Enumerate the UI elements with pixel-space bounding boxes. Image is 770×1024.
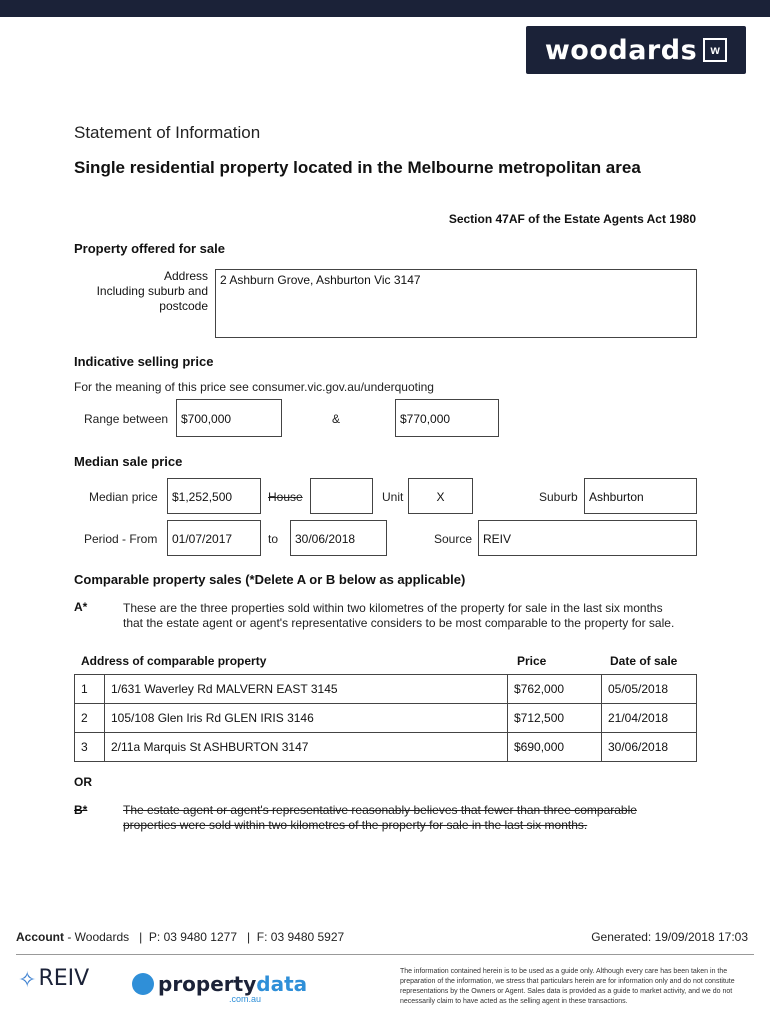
median-price-label: Median price (89, 490, 158, 504)
account-label: Account (16, 930, 64, 944)
col-date-header: Date of sale (610, 654, 678, 668)
period-to-label: to (268, 532, 279, 546)
disclaimer-text: The information contained herein is to be used as a guide only. Although every care has been taken in the preparation of the information, we stress that particulars herein are for information only and do not constitute representations by the Owners or Agent. Sales data is provided as a guide to market activity, and we do not necessarily claim to have acted as the selling agent in these transactions. (400, 968, 735, 1005)
footer-divider (16, 954, 754, 955)
source-field[interactable]: REIV (478, 520, 697, 556)
top-banner (0, 0, 770, 17)
indicative-heading: Indicative selling price (74, 354, 214, 369)
row-price: $762,000 (508, 675, 602, 704)
row-date: 05/05/2018 (602, 675, 697, 704)
reiv-logo-text: REIV (38, 966, 90, 991)
generated-timestamp: Generated: 19/09/2018 17:03 (591, 930, 748, 944)
period-from-field[interactable]: 01/07/2017 (167, 520, 261, 556)
col-price-header: Price (517, 654, 547, 668)
table-row (75, 675, 697, 704)
suburb-label: Suburb (539, 490, 578, 504)
comparable-heading: Comparable property sales (*Delete A or B below as applicable) (74, 572, 466, 587)
median-price-field[interactable]: $1,252,500 (167, 478, 261, 514)
price-low-field[interactable]: $700,000 (176, 399, 282, 437)
indicative-note: For the meaning of this price see consumer.vic.gov.au/underquoting (74, 380, 434, 394)
comparable-sales-table (74, 674, 697, 762)
address-label (70, 269, 208, 314)
house-label: House (268, 490, 303, 504)
price-high-field[interactable]: $770,000 (395, 399, 499, 437)
reiv-logo (18, 966, 89, 991)
option-b-text: The estate agent or agent's representative reasonably believes that fewer than three comparable properties were sold within two kilometres of the property for sale in the last six months. (123, 803, 637, 832)
source-label: Source (434, 532, 473, 546)
range-and-label: & (332, 412, 341, 426)
row-number: 1 (75, 675, 105, 704)
row-price: $712,500 (508, 704, 602, 733)
address-label-line: postcode (159, 299, 208, 313)
page-title: Single residential property located in the Melbourne metropolitan area (74, 158, 641, 177)
propertydata-logo (132, 972, 308, 1004)
property-heading: Property offered for sale (74, 241, 225, 256)
logo-mark-icon: w (703, 38, 727, 62)
address-label-line: Including suburb and (96, 284, 208, 298)
address-label-line: Address (163, 269, 208, 283)
row-price: $690,000 (508, 733, 602, 762)
row-number: 3 (75, 733, 105, 762)
row-address: 105/108 Glen Iris Rd GLEN IRIS 3146 (105, 704, 508, 733)
row-address: 2/11a Marquis St ASHBURTON 3147 (105, 733, 508, 762)
range-label: Range between (84, 412, 169, 426)
row-date: 21/04/2018 (602, 704, 697, 733)
reiv-star-icon: ✧ (18, 967, 37, 992)
option-a-text: These are the three properties sold within two kilometres of the property for sale in the last six months that the estate agent or agent's representative considers to be most comparable to the property for sale. (123, 601, 675, 630)
option-a-label: A* (74, 600, 88, 614)
statement-heading: Statement of Information (74, 123, 261, 142)
propertydata-mark-icon (132, 973, 154, 995)
period-label: Period - From (84, 532, 158, 546)
option-b-label: B* (74, 803, 88, 817)
propertydata-logo-text (158, 972, 307, 996)
unit-label: Unit (382, 490, 404, 504)
section-reference: Section 47AF of the Estate Agents Act 1980 (448, 212, 696, 226)
pd-logo-main: property (158, 972, 257, 996)
unit-field[interactable]: X (408, 478, 473, 514)
period-to-field[interactable]: 30/06/2018 (290, 520, 387, 556)
account-details: - Woodards | P: 03 9480 1277 | F: 03 9480 5927 (64, 930, 345, 944)
pd-logo-sub: .com.au (229, 994, 262, 1004)
suburb-field[interactable]: Ashburton (584, 478, 697, 514)
house-field[interactable] (310, 478, 373, 514)
pd-logo-accent: data (256, 972, 308, 996)
table-row (75, 704, 697, 733)
table-row (75, 733, 697, 762)
col-address-header: Address of comparable property (81, 654, 267, 668)
logo-text: woodards (544, 34, 698, 66)
or-label: OR (74, 775, 92, 789)
row-number: 2 (75, 704, 105, 733)
woodards-logo (526, 26, 746, 74)
address-field[interactable]: 2 Ashburn Grove, Ashburton Vic 3147 (215, 269, 697, 338)
median-heading: Median sale price (74, 454, 183, 469)
footer-account (16, 930, 344, 944)
row-date: 30/06/2018 (602, 733, 697, 762)
row-address: 1/631 Waverley Rd MALVERN EAST 3145 (105, 675, 508, 704)
